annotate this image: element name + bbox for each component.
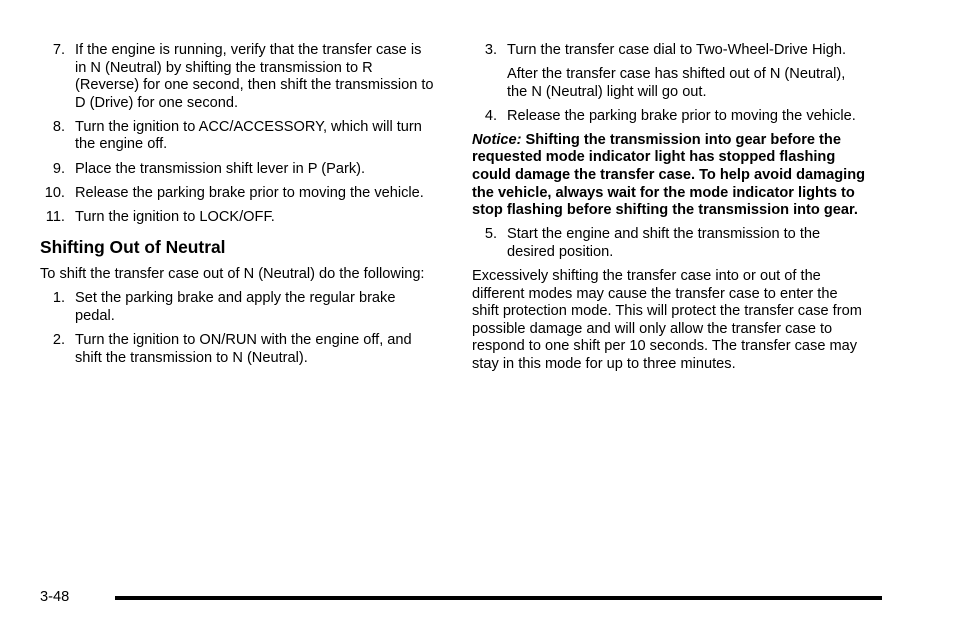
section-heading: Shifting Out of Neutral xyxy=(40,237,226,258)
list-item xyxy=(472,108,867,126)
list-item xyxy=(472,42,867,101)
list-item xyxy=(40,332,435,367)
intro-paragraph: To shift the transfer case out of N (Neutral) do the following: xyxy=(40,266,425,283)
list-item xyxy=(40,209,435,227)
step-number: 4. xyxy=(484,107,497,124)
step-number: 7. xyxy=(52,42,65,58)
step-number: 2. xyxy=(52,332,65,349)
step-number: 10. xyxy=(44,184,65,201)
step-text: Release the parking brake prior to moving the vehicle. xyxy=(507,107,856,124)
step-number: 3. xyxy=(484,42,497,58)
list-item xyxy=(472,226,867,261)
step-text: Turn the transfer case dial to Two-Wheel-Drive High. xyxy=(507,42,847,58)
step-text: Turn the ignition to ON/RUN with the engine off, and shift the transmission to N (Neutral). xyxy=(75,332,412,366)
step-number: 5. xyxy=(484,226,497,243)
step-text: Set the parking brake and apply the regular brake pedal. xyxy=(75,290,396,325)
list-item xyxy=(40,290,435,325)
closing-paragraph: Excessively shifting the transfer case into or out of the different modes may cause the transfer case to enter the shift protection mode. This will protect the transfer case from possible damage and will only allow the transfer case to respond to one shift per 10 seconds. The transfer case may stay in this mode for up to three minutes. xyxy=(472,268,862,372)
step-text: If the engine is running, verify that the transfer case is in N (Neutral) by shifting the transmission to R (Reverse) for one second, then shift the transmission to D (Drive) for one second. xyxy=(75,42,434,111)
step-number: 9. xyxy=(52,160,65,177)
step-subtext: After the transfer case has shifted out of N (Neutral), the N (Neutral) light will go out. xyxy=(507,66,846,100)
list-item xyxy=(40,161,435,179)
step-number: 1. xyxy=(52,290,65,307)
step-text: Turn the ignition to ACC/ACCESSORY, which will turn the engine off. xyxy=(75,118,422,153)
step-number: 11. xyxy=(45,208,65,225)
list-item xyxy=(40,42,435,112)
left-column xyxy=(40,42,435,374)
notice-block xyxy=(472,132,867,220)
notice-text: Shifting the transmission into gear before the requested mode indicator light has stopped flashing could damage the transfer case. To help avoid damaging the vehicle, always wait for the mode indicator lights to stop flashing before shifting the transmission into gear. xyxy=(472,131,866,219)
step-text: Start the engine and shift the transmission to the desired position. xyxy=(507,226,821,260)
step-text: Place the transmission shift lever in P (Park). xyxy=(75,160,366,177)
right-column xyxy=(472,42,867,380)
step-text: Turn the ignition to LOCK/OFF. xyxy=(75,208,275,225)
list-item xyxy=(40,119,435,154)
step-text: Release the parking brake prior to moving the vehicle. xyxy=(75,184,424,201)
list-item xyxy=(40,185,435,203)
page-number: 3-48 xyxy=(40,589,70,605)
footer-rule xyxy=(115,596,882,600)
notice-label: Notice: xyxy=(472,131,522,148)
step-number: 8. xyxy=(52,118,65,135)
